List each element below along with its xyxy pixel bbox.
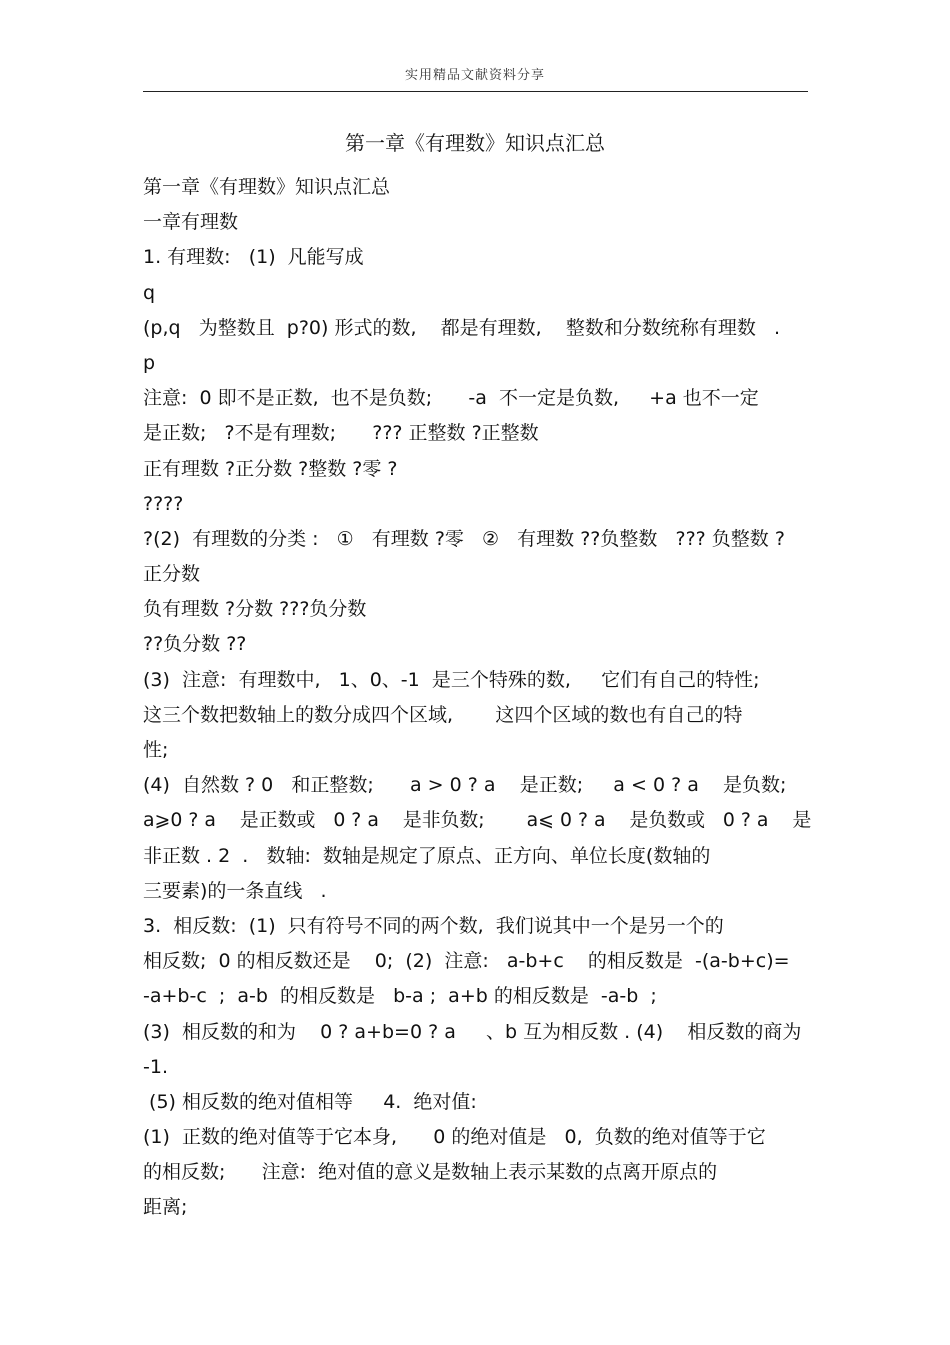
text-line: p [143,351,156,374]
text-line: (1) 正数的绝对值等于它本身, 0 的绝对值是 0, 负数的绝对值等于它 [143,1126,766,1149]
text-line: 正有理数 ?正分数 ?整数 ?零 ? [143,457,398,480]
text-line: 相反数; 0 的相反数还是 0; (2) 注意: a-b+c 的相反数是 -(a-b+c)= [143,950,790,973]
text-line: (5) 相反数的绝对值相等 4. 绝对值: [143,1090,477,1113]
text-line: 非正数 . 2 . 数轴: 数轴是规定了原点、正方向、单位长度(数轴的 [143,844,711,867]
text-line: 一章有理数 [143,211,239,234]
document-body [143,170,811,1226]
text-line: (3) 相反数的和为 0 ? a+b=0 ? a 、b 互为相反数 . (4) 相反数的商为 [143,1020,802,1043]
text-line: 这三个数把数轴上的数分成四个区域, 这四个区域的数也有自己的特 [143,703,743,726]
text-line: 的相反数; 注意: 绝对值的意义是数轴上表示某数的点离开原点的 [143,1161,718,1184]
text-line: ??负分数 ?? [143,633,247,656]
text-line: -1. [143,1055,168,1078]
text-line: 正分数 [143,563,201,586]
text-line: -a+b-c ; a-b 的相反数是 b-a ; a+b 的相反数是 -a-b ; [143,985,657,1008]
text-line: (3) 注意: 有理数中, 1、0、-1 是三个特殊的数, 它们有自己的特性; [143,668,760,691]
text-line: 性; [143,739,169,761]
text-line: 负有理数 ?分数 ???负分数 [143,598,367,621]
page-header: 实用精品文献资料分享 [404,68,545,83]
text-line: a⩾0 ? a 是正数或 0 ? a 是非负数; a⩽ 0 ? a 是负数或 0 ? a 是 [143,809,812,832]
text-line: 距离; [143,1196,188,1219]
header-rule [143,91,808,92]
text-line: ?(2) 有理数的分类 : ① 有理数 ?零 ② 有理数 ??负整数 ??? 负整数 ? [143,527,785,550]
text-line: (p,q 为整数且 p?0) 形式的数, 都是有理数, 整数和分数统称有理数 . [143,316,781,339]
text-line: (4) 自然数 ? 0 和正整数; a > 0 ? a 是正数; a < 0 ? a 是负数; [143,774,787,797]
text-line: ???? [143,492,184,515]
text-line: 注意: 0 即不是正数, 也不是负数; -a 不一定是负数, +a 也不一定 [143,387,759,410]
document-title: 第一章《有理数》知识点汇总 [345,131,605,155]
text-line: 是正数; ?不是有理数; ??? 正整数 ?正整数 [143,422,539,445]
text-line: 1. 有理数: (1) 凡能写成 [143,246,364,269]
text-line: 三要素)的一条直线 . [143,879,327,902]
text-line: 3. 相反数: (1) 只有符号不同的两个数, 我们说其中一个是另一个的 [143,914,724,937]
text-line: 第一章《有理数》知识点汇总 [143,176,391,198]
text-line: q [143,281,156,304]
